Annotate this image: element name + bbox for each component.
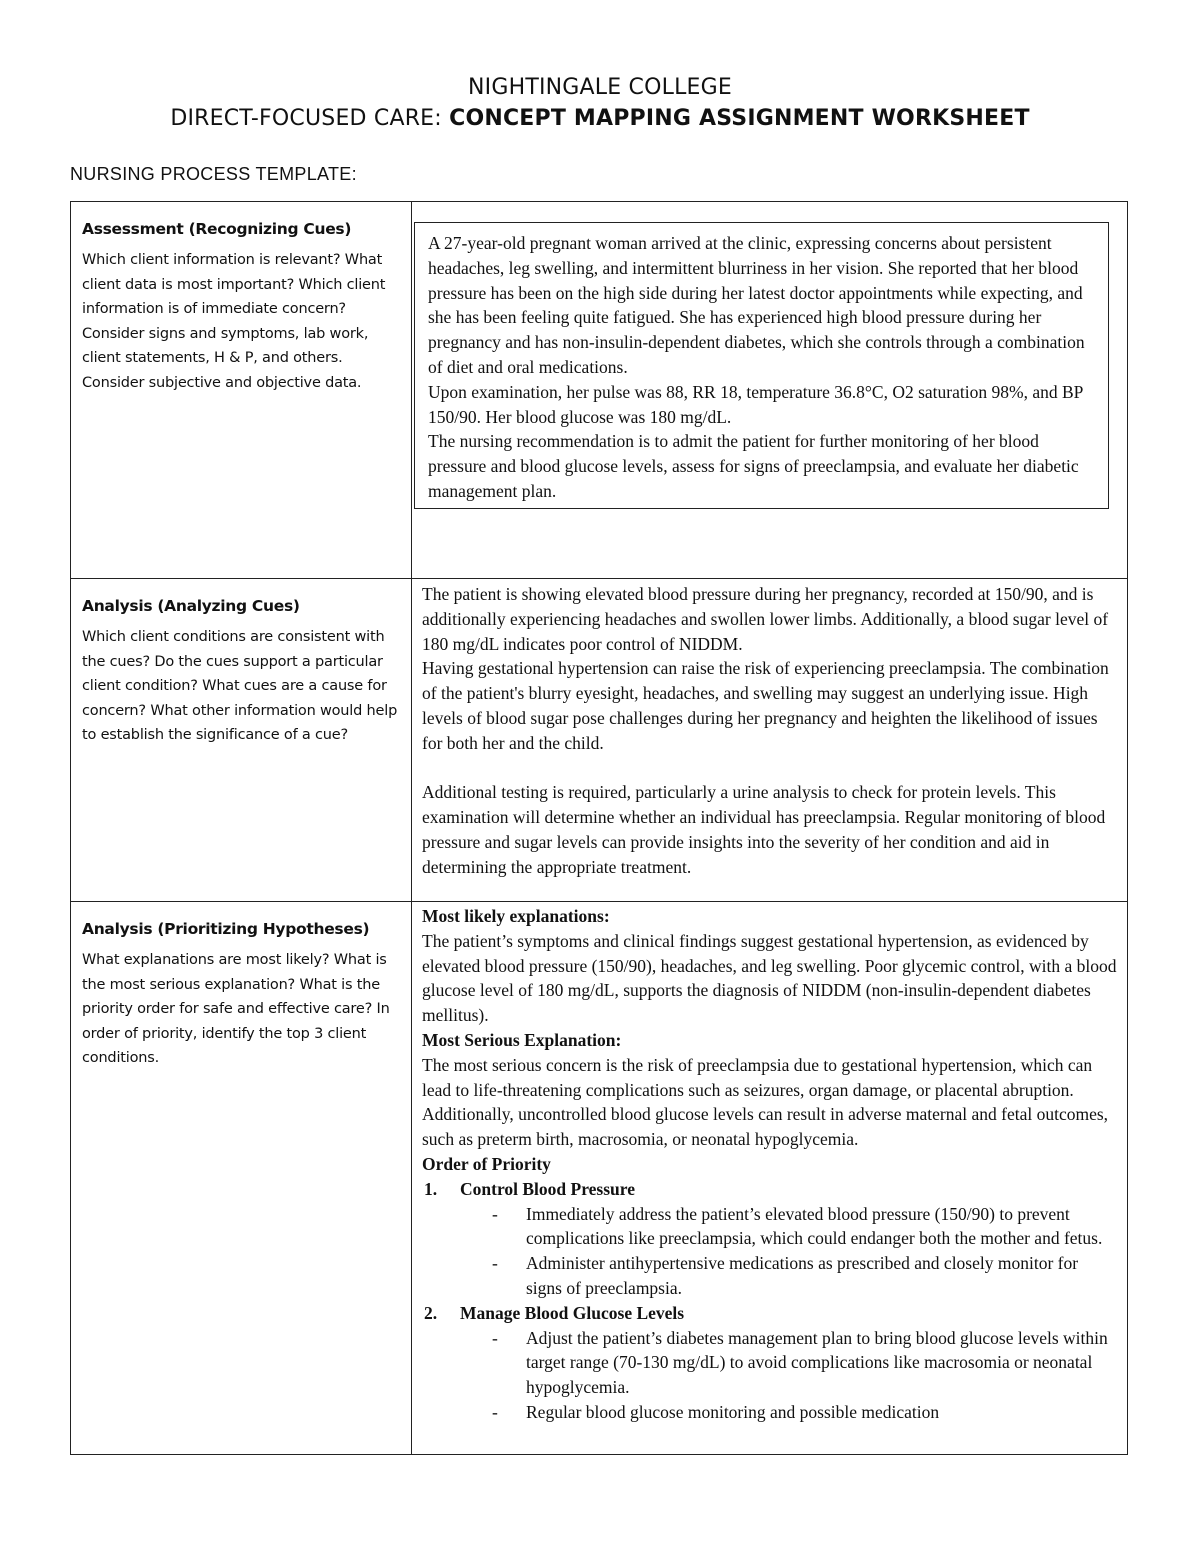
assessment-heading: Assessment (Recognizing Cues) [82,220,352,238]
assessment-row [71,202,1128,579]
order-heading: Order of Priority [422,1153,551,1174]
nursing-process-table [70,201,1128,1455]
priority-bullet [492,1400,1117,1425]
analyzing-paragraph: Having gestational hypertension can raise the risk of experiencing preeclampsia. The combination of the patient's blurry eyesight, headaches, and swelling may suggest an underlying issue. High levels of blood sugar pose challenges during her pregnancy and heighten the likelihood of issues for both her and the child. [422,658,1109,753]
serious-text: The most serious concern is the risk of preeclampsia due to gestational hypertension, which can lead to life-threatening complications such as seizures, organ damage, or placental abruption. Additionally, uncontrolled blood glucose levels can result in adverse maternal and fetal outcomes, such as preterm birth, macrosomia, or neonatal hypoglycemia. [422,1054,1109,1150]
institution-name: NIGHTINGALE COLLEGE [467,75,732,100]
priority-bullet [492,1251,1117,1301]
assignment-title: CONCEPT MAPPING ASSIGNMENT WORKSHEET [449,106,1030,131]
priority-item [422,1301,1117,1326]
likely-heading: Most likely explanations: [422,906,610,926]
assessment-paragraph: A 27-year-old pregnant woman arrived at the clinic, expressing concerns about persistent headaches, leg swelling, and intermittent blurriness in her vision. She reported that her blood pressure has been on the high side during her latest doctor appointments while expecting, and she has been feeling quite fatigued. She has experienced high blood pressure during her pregnancy and has non-insulin-dependent diabetes, which she controls through a combination of diet and oral medications. [428,233,1085,377]
analyzing-prompt-cell [71,579,412,902]
analyzing-heading: Analysis (Analyzing Cues) [82,597,300,615]
assessment-prompt: Which client information is relevant? What client data is most important? Which client information is of immediate concern? Consider signs and symptoms, lab work, client statements, H & P, and others. Consider subjective and objective data. [82,252,386,391]
assessment-text-box [414,222,1109,509]
prioritizing-prompt: What explanations are most likely? What is the most serious explanation? What is the priority order for safe and effective care? In order of priority, identify the top 3 client conditions. [82,952,390,1066]
template-label: NURSING PROCESS TEMPLATE: [70,164,357,184]
document-header [0,72,1200,134]
prioritizing-prompt-cell [71,902,412,1455]
prioritizing-heading: Analysis (Prioritizing Hypotheses) [82,920,370,938]
priority-bullet [492,1326,1117,1400]
priority-title: Control Blood Pressure [460,1178,636,1199]
bullet-marker: - [492,1253,498,1274]
priority-title: Manage Blood Glucose Levels [460,1302,685,1323]
bullet-marker: - [492,1203,498,1224]
bullet-text: Regular blood glucose monitoring and possible medication [526,1401,940,1422]
assessment-paragraph: The nursing recommendation is to admit the patient for further monitoring of her blood pressure and blood glucose levels, assess for signs of preeclampsia, and evaluate her diabetic management plan. [428,431,1079,501]
analyzing-paragraph: Additional testing is required, particularly a urine analysis to check for protein levels. This examination will determine whether an individual has preeclampsia. Regular monitoring of blood pressure and sugar levels can provide insights into the severity of her condition and aid in determining the appropriate treatment. [422,782,1106,877]
serious-heading: Most Serious Explanation: [422,1029,622,1050]
analyzing-cues-row [71,579,1128,902]
assessment-response-cell [412,202,1128,579]
priority-bullet [492,1202,1117,1252]
priority-item [422,1177,1117,1202]
analyzing-paragraph: The patient is showing elevated blood pressure during her pregnancy, recorded at 150/90, and is additionally experiencing headaches and swollen lower limbs. Additionally, a blood sugar level of 180 mg/dL indicates poor control of NIDDM. [422,584,1109,654]
analyzing-prompt: Which client conditions are consistent with the cues? Do the cues support a particular client condition? What cues are a cause for concern? What other information would help to establish the significance of a cue? [82,629,398,743]
assessment-paragraph: Upon examination, her pulse was 88, RR 18, temperature 36.8°C, O2 saturation 98%, and BP 150/90. Her blood glucose was 180 mg/dL. [428,381,1083,427]
priority-number: 2. [424,1302,438,1323]
bullet-text: Immediately address the patient’s elevated blood pressure (150/90) to prevent complications like preeclampsia, which could endanger both the mother and fetus. [526,1203,1103,1249]
bullet-text: Administer antihypertensive medications as prescribed and closely monitor for signs of preeclampsia. [526,1253,1079,1298]
bullet-text: Adjust the patient’s diabetes management plan to bring blood glucose levels within target range (70-130 mg/dL) to avoid complications like macrosomia or neonatal hypoglycemia. [526,1327,1108,1398]
bullet-marker: - [492,1327,498,1348]
prioritizing-response-cell [412,902,1128,1455]
assessment-prompt-cell [71,202,412,579]
worksheet-title [0,103,1200,134]
bullet-marker: - [492,1401,498,1422]
course-prefix: DIRECT-FOCUSED CARE: [170,106,450,131]
analyzing-response-cell [412,579,1128,902]
prioritizing-row [71,902,1128,1455]
priority-number: 1. [424,1178,438,1199]
likely-text: The patient’s symptoms and clinical findings suggest gestational hypertension, as evidenced by elevated blood pressure (150/90), headaches, and leg swelling. Poor glycemic control, with a blood glucose level of 180 mg/dL, supports the diagnosis of NIDDM (non-insulin-dependent diabetes mellitus). [422,930,1117,1026]
